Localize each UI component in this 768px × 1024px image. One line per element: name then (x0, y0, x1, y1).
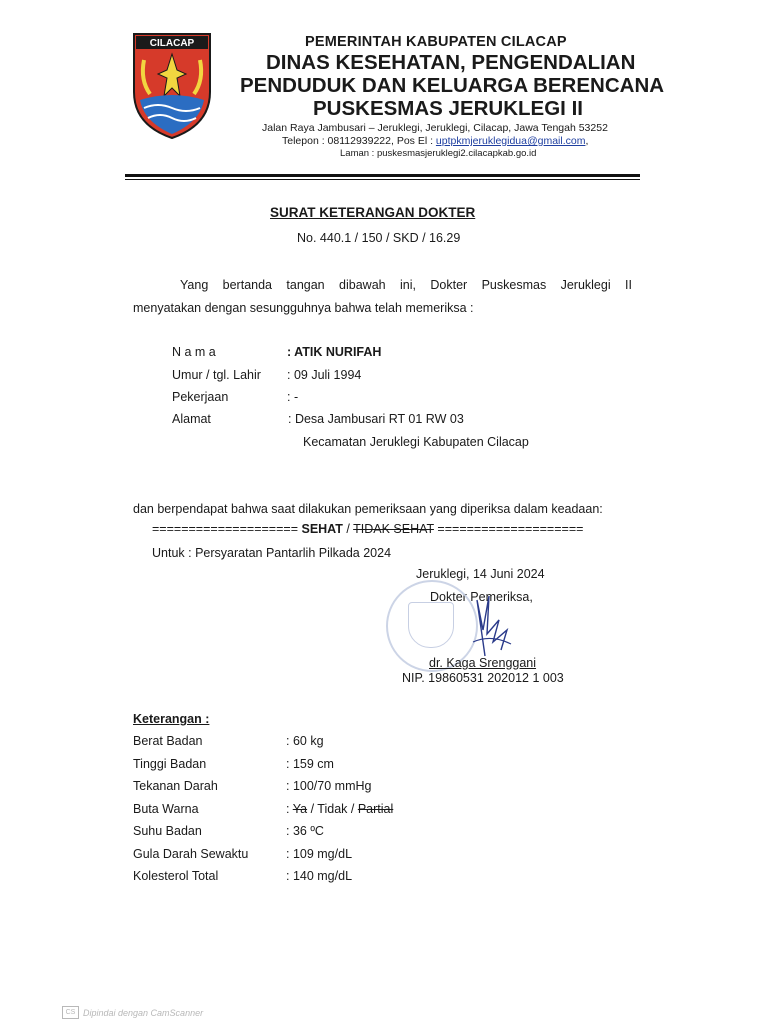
email-suffix: , (585, 135, 589, 147)
signature-role: Dokter Pemeriksa, (430, 590, 533, 604)
cholesterol-label: Kolesterol Total (133, 869, 219, 883)
letterhead-website: Laman : puskesmasjeruklegi2.cilacapkab.go.id (340, 148, 537, 159)
patient-name-label: N a m a (172, 345, 216, 359)
phone-text: Telepon : 08112939222, Pos El : (282, 135, 436, 147)
letterhead-contact (282, 135, 588, 147)
cholesterol-value: : 140 mg/dL (286, 869, 353, 883)
blood-sugar-value: : 109 mg/dL (286, 847, 353, 861)
opinion-text: dan berpendapat bahwa saat dilakukan pemeriksaan yang diperiksa dalam keadaan: (133, 502, 603, 516)
intro-word: dibawah (339, 278, 386, 292)
patient-address-label: Alamat (172, 412, 211, 426)
intro-word: Dokter (430, 278, 468, 292)
patient-job-label: Pekerjaan (172, 390, 229, 404)
patient-name-value: : ATIK NURIFAH (287, 345, 382, 359)
color-blind-yes: Ya (292, 802, 308, 816)
puskesmas-name: PUSKESMAS JERUKLEGI II (313, 97, 583, 120)
height-value: : 159 cm (286, 757, 334, 771)
signature-place-date: Jeruklegi, 14 Juni 2024 (416, 567, 545, 581)
status-slash: / (342, 522, 354, 536)
document-title: SURAT KETERANGAN DOKTER (270, 205, 476, 220)
blood-pressure-label: Tekanan Darah (133, 779, 218, 793)
intro-word: Jeruklegi (560, 278, 611, 292)
status-not-healthy: TIDAK SEHAT (353, 522, 434, 536)
email-link[interactable]: uptpkmjeruklegidua@gmail.com (435, 135, 586, 147)
intro-line2: menyatakan dengan sesungguhnya bahwa telah memeriksa : (133, 301, 474, 315)
letterhead-rule-thick (125, 174, 640, 177)
weight-value: : 60 kg (286, 734, 324, 748)
patient-job-value: : - (287, 390, 299, 404)
status-healthy: SEHAT (301, 522, 343, 536)
patient-age-value: : 09 Juli 1994 (287, 368, 362, 382)
color-blind-tidak: / Tidak / (307, 802, 358, 816)
intro-word: bertanda (222, 278, 273, 292)
agency-name-line2: PENDUDUK DAN KELUARGA BERENCANA (240, 74, 665, 97)
letterhead-rule-thin (125, 179, 640, 180)
color-blind-partial: Partial (357, 802, 394, 816)
blood-pressure-value: : 100/70 mmHg (286, 779, 372, 793)
temperature-value: : 36 ºC (286, 824, 324, 838)
intro-word: ini, (400, 278, 416, 292)
height-label: Tinggi Badan (133, 757, 207, 771)
purpose-text: Untuk : Persyaratan Pantarlih Pilkada 2024 (152, 546, 392, 560)
color-blind-value (286, 802, 393, 816)
scanner-watermark (62, 1006, 203, 1019)
intro-word: II (625, 278, 632, 292)
doctor-nip: NIP. 19860531 202012 1 003 (402, 671, 564, 685)
status-equals-right: ==================== (437, 522, 584, 536)
logo-banner-text: CILACAP (149, 38, 195, 49)
intro-word: tangan (286, 278, 325, 292)
blood-sugar-label: Gula Darah Sewaktu (133, 847, 249, 861)
document-number: No. 440.1 / 150 / SKD / 16.29 (297, 231, 461, 245)
status-equals-left: ==================== (152, 522, 298, 536)
patient-age-label: Umur / tgl. Lahir (172, 368, 261, 382)
letterhead-address: Jalan Raya Jambusari – Jeruklegi, Jeruklegi, Cilacap, Jawa Tengah 53252 (262, 122, 608, 134)
government-name: PEMERINTAH KABUPATEN CILACAP (305, 34, 567, 50)
patient-address-value: : Desa Jambusari RT 01 RW 03 (288, 412, 464, 426)
doctor-name: dr. Kaga Srenggani (429, 656, 537, 670)
camscanner-icon: CS (62, 1006, 79, 1019)
notes-heading: Keterangan : (133, 712, 210, 726)
scanner-watermark-text: Dipindai dengan CamScanner (83, 1007, 204, 1018)
stamp-emblem (408, 602, 454, 648)
color-blind-label: Buta Warna (133, 802, 199, 816)
color-blind-colon: : (286, 802, 293, 816)
agency-name-line1: DINAS KESEHATAN, PENGENDALIAN (266, 51, 636, 74)
intro-word: Yang (180, 278, 209, 292)
intro-word: Puskesmas (481, 278, 547, 292)
weight-label: Berat Badan (133, 734, 203, 748)
intro-line1 (180, 278, 632, 292)
doctor-signature (455, 590, 525, 662)
cilacap-regency-logo (130, 30, 214, 140)
temperature-label: Suhu Badan (133, 824, 202, 838)
patient-address-value-line2: Kecamatan Jeruklegi Kabupaten Cilacap (303, 435, 529, 449)
health-status-line (152, 522, 583, 536)
